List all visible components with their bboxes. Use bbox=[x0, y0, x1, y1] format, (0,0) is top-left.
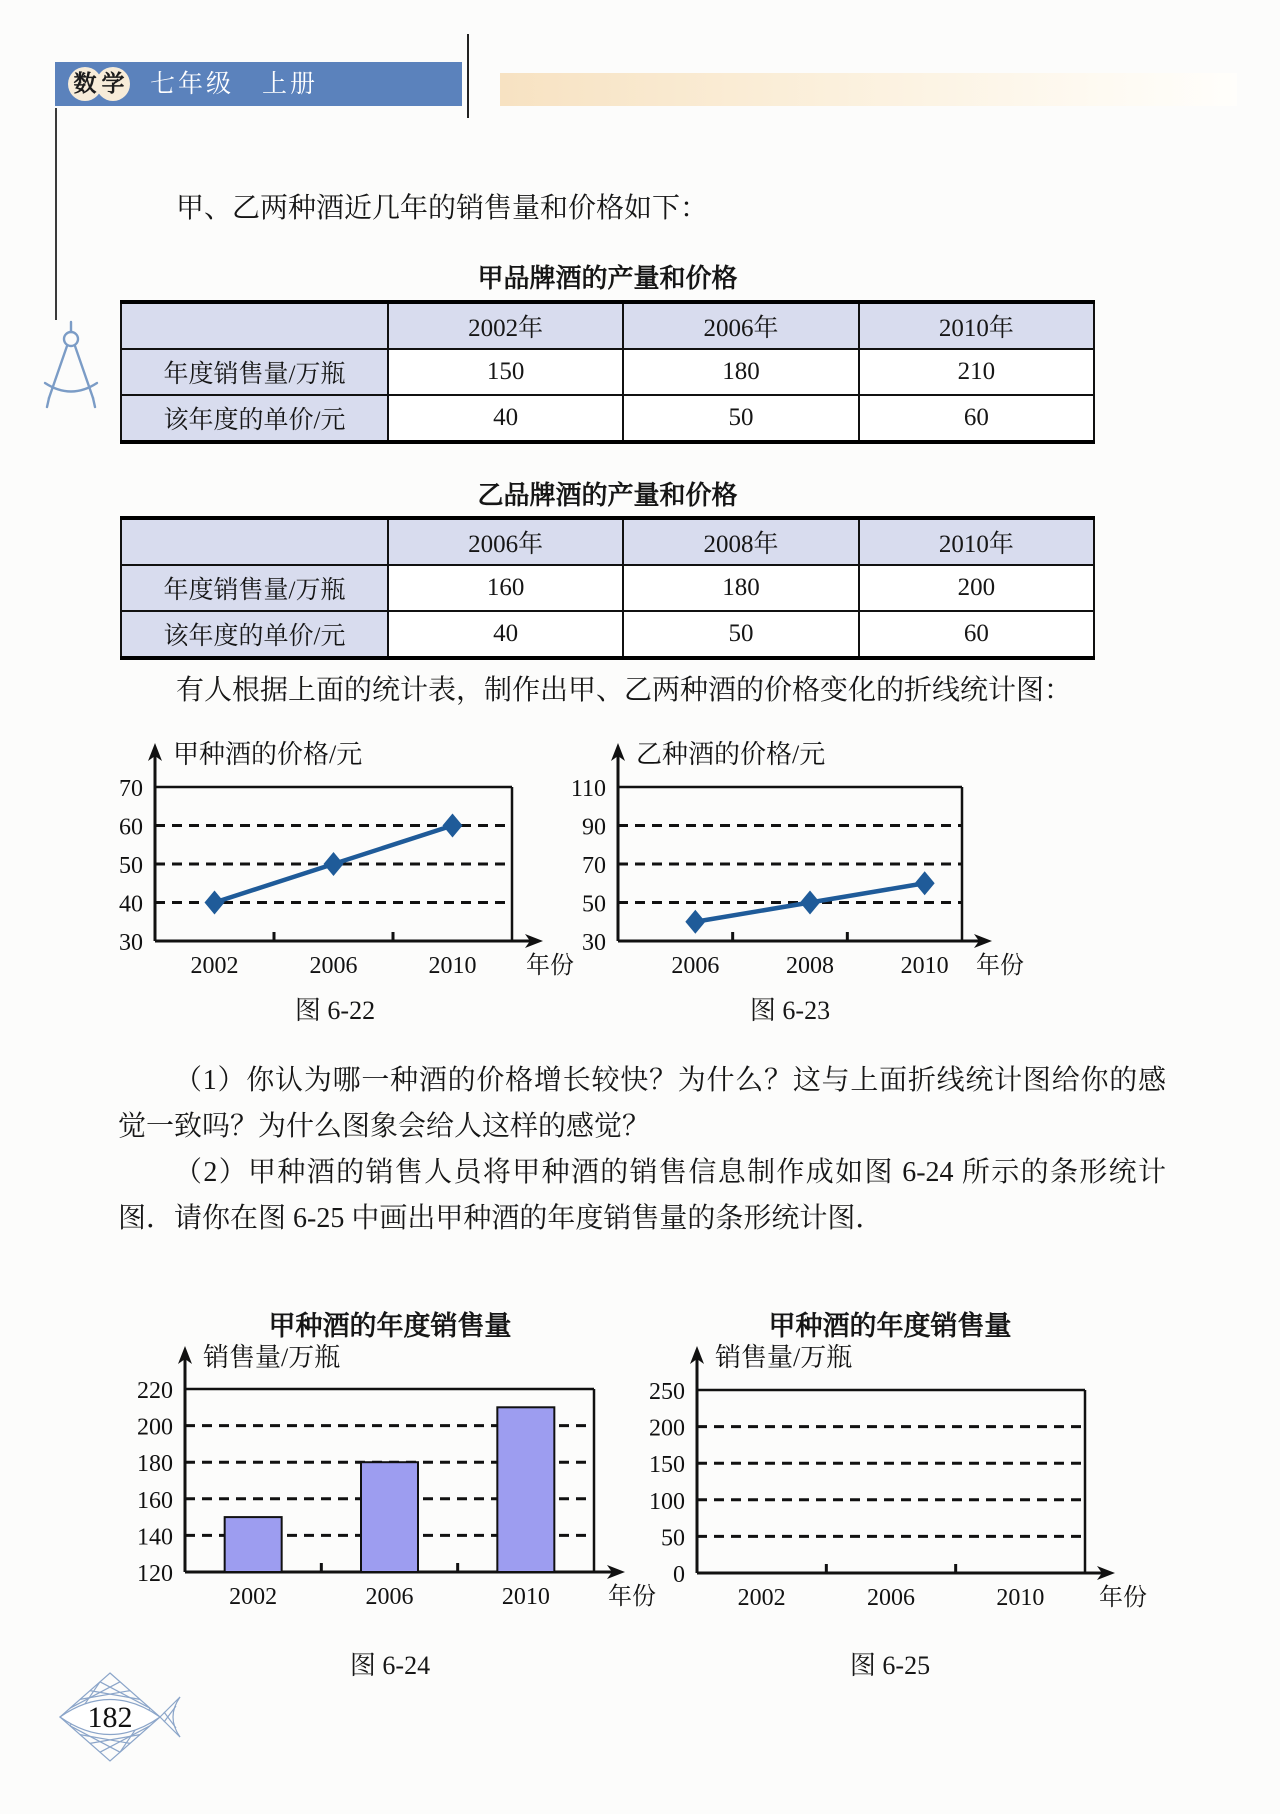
table-cell: 2008年 bbox=[623, 518, 858, 565]
x-tick-label: 2010 bbox=[900, 953, 949, 979]
line-chart-yi-price bbox=[555, 735, 1045, 983]
x-tick-label: 2002 bbox=[190, 953, 239, 979]
line-chart-intro: 有人根据上面的统计表，制作出甲、乙两种酒的价格变化的折线统计图： bbox=[176, 675, 1073, 706]
table-cell: 150 bbox=[388, 349, 623, 395]
y-axis-label: 销售量/万瓶 bbox=[203, 1343, 341, 1372]
y-tick-label: 90 bbox=[582, 814, 606, 841]
x-tick-label: 2006 bbox=[365, 1584, 414, 1610]
x-tick-label: 2006 bbox=[867, 1585, 915, 1611]
table-cell: 160 bbox=[388, 565, 623, 611]
table-row bbox=[121, 518, 1094, 565]
table-cell: 180 bbox=[623, 349, 858, 395]
intro-paragraph: 甲、乙两种酒近几年的销售量和价格如下： bbox=[176, 193, 709, 224]
data-point-diamond bbox=[443, 814, 463, 838]
x-tick-label: 2002 bbox=[737, 1585, 786, 1611]
table-cell: 2002年 bbox=[388, 302, 623, 349]
subject-logo-char-2: 学 bbox=[96, 67, 130, 101]
y-tick-label: 50 bbox=[582, 891, 606, 918]
table-cell: 210 bbox=[859, 349, 1094, 395]
table-cell: 60 bbox=[859, 611, 1094, 658]
table-cell: 180 bbox=[623, 565, 858, 611]
y-tick-label: 50 bbox=[661, 1525, 685, 1552]
y-tick-label: 70 bbox=[582, 853, 606, 879]
y-tick-label: 70 bbox=[119, 776, 143, 802]
compass-icon bbox=[36, 320, 106, 412]
table-cell: 2010年 bbox=[859, 302, 1094, 349]
header-bar bbox=[55, 62, 462, 106]
table-cell: 50 bbox=[623, 395, 858, 442]
table-cell: 40 bbox=[388, 611, 623, 658]
y-tick-label: 100 bbox=[649, 1488, 685, 1515]
y-tick-label: 150 bbox=[649, 1452, 685, 1479]
table-row bbox=[121, 611, 1094, 658]
x-tick-label: 2010 bbox=[996, 1585, 1045, 1611]
margin-rule bbox=[55, 108, 57, 320]
line-chart-jia-price bbox=[95, 735, 595, 983]
bar-chart-title-left: 甲种酒的年度销售量 bbox=[268, 1311, 512, 1341]
table-cell: 年度销售量/万瓶 bbox=[121, 565, 388, 611]
data-point-diamond bbox=[685, 910, 705, 934]
y-tick-label: 30 bbox=[119, 930, 143, 956]
table-cell: 该年度的单价/元 bbox=[121, 395, 388, 442]
data-point-diamond bbox=[324, 852, 344, 876]
page-number-fish-ornament bbox=[46, 1670, 186, 1765]
y-tick-label: 40 bbox=[119, 891, 143, 918]
data-point-diamond bbox=[205, 891, 225, 915]
y-tick-label: 160 bbox=[137, 1487, 173, 1514]
x-tick-label: 2006 bbox=[671, 953, 720, 979]
bar bbox=[225, 1517, 282, 1572]
x-tick-label: 2010 bbox=[428, 953, 477, 979]
bar-chart-title-right: 甲种酒的年度销售量 bbox=[768, 1311, 1012, 1341]
y-tick-label: 220 bbox=[137, 1378, 173, 1404]
y-axis-label: 乙种酒的价格/元 bbox=[636, 740, 826, 769]
y-tick-label: 180 bbox=[137, 1451, 173, 1478]
bar bbox=[361, 1462, 418, 1572]
bar-chart-empty-grid bbox=[640, 1340, 1200, 1612]
y-tick-label: 200 bbox=[649, 1415, 685, 1442]
table-row bbox=[121, 302, 1094, 349]
y-axis-label: 甲种酒的价格/元 bbox=[173, 740, 363, 769]
table-yi-brand bbox=[120, 516, 1095, 660]
y-tick-label: 200 bbox=[137, 1414, 173, 1441]
y-tick-label: 0 bbox=[673, 1562, 685, 1588]
questions-block bbox=[118, 1058, 1166, 1242]
table-row bbox=[121, 349, 1094, 395]
table-cell: 2010年 bbox=[859, 518, 1094, 565]
question-1: （1）你认为哪一种酒的价格增长较快？为什么？这与上面折线统计图给你的感觉一致吗？为什么图象会给人这样的感觉？ bbox=[118, 1065, 1166, 1142]
figure-caption-6-23: 图 6-23 bbox=[749, 996, 831, 1025]
x-axis-label: 年份 bbox=[976, 953, 1024, 979]
bar-chart-jia-sales bbox=[105, 1340, 665, 1612]
y-tick-label: 50 bbox=[119, 853, 143, 879]
x-tick-label: 2010 bbox=[501, 1584, 550, 1610]
y-tick-label: 120 bbox=[137, 1561, 173, 1587]
grade-volume-title: 七年级 上册 bbox=[150, 70, 319, 98]
table-cell: 年度销售量/万瓶 bbox=[121, 349, 388, 395]
table-cell bbox=[121, 518, 388, 565]
page-number: 182 bbox=[87, 1701, 133, 1734]
x-tick-label: 2008 bbox=[786, 953, 834, 979]
question-2: （2）甲种酒的销售人员将甲种酒的销售信息制作成如图 6-24 所示的条形统计图．请你在图 6-25 中画出甲种酒的年度销售量的条形统计图． bbox=[118, 1157, 1166, 1234]
table-cell: 50 bbox=[623, 611, 858, 658]
header-divider-line bbox=[467, 34, 469, 118]
table-row bbox=[121, 565, 1094, 611]
table-cell: 40 bbox=[388, 395, 623, 442]
table-cell bbox=[121, 302, 388, 349]
x-axis-label: 年份 bbox=[1099, 1585, 1147, 1611]
y-tick-label: 110 bbox=[570, 776, 606, 802]
table-jia-brand bbox=[120, 300, 1095, 444]
table-cell: 该年度的单价/元 bbox=[121, 611, 388, 658]
header-accent-bar bbox=[500, 73, 1237, 106]
table-row bbox=[121, 395, 1094, 442]
table-cell: 200 bbox=[859, 565, 1094, 611]
table1-title: 甲品牌酒的产量和价格 bbox=[477, 263, 738, 293]
figure-caption-6-24: 图 6-24 bbox=[349, 1651, 431, 1680]
table-cell: 60 bbox=[859, 395, 1094, 442]
y-tick-label: 140 bbox=[137, 1524, 173, 1551]
table-cell: 2006年 bbox=[388, 518, 623, 565]
figure-caption-6-25: 图 6-25 bbox=[849, 1651, 931, 1680]
y-tick-label: 60 bbox=[119, 814, 143, 841]
x-tick-label: 2006 bbox=[309, 953, 358, 979]
table2-title: 乙品牌酒的产量和价格 bbox=[477, 480, 738, 510]
data-point-diamond bbox=[915, 871, 935, 895]
figure-caption-6-22: 图 6-22 bbox=[294, 996, 376, 1025]
x-axis-label: 年份 bbox=[526, 953, 574, 979]
y-axis-label: 销售量/万瓶 bbox=[715, 1343, 853, 1372]
table-cell: 2006年 bbox=[623, 302, 858, 349]
data-point-diamond bbox=[800, 891, 820, 915]
subject-logo-char-1: 数 bbox=[68, 67, 102, 101]
x-axis-label: 年份 bbox=[608, 1584, 656, 1610]
y-tick-label: 250 bbox=[649, 1379, 685, 1405]
bar bbox=[497, 1407, 554, 1572]
y-tick-label: 30 bbox=[582, 930, 606, 956]
x-tick-label: 2002 bbox=[229, 1584, 278, 1610]
